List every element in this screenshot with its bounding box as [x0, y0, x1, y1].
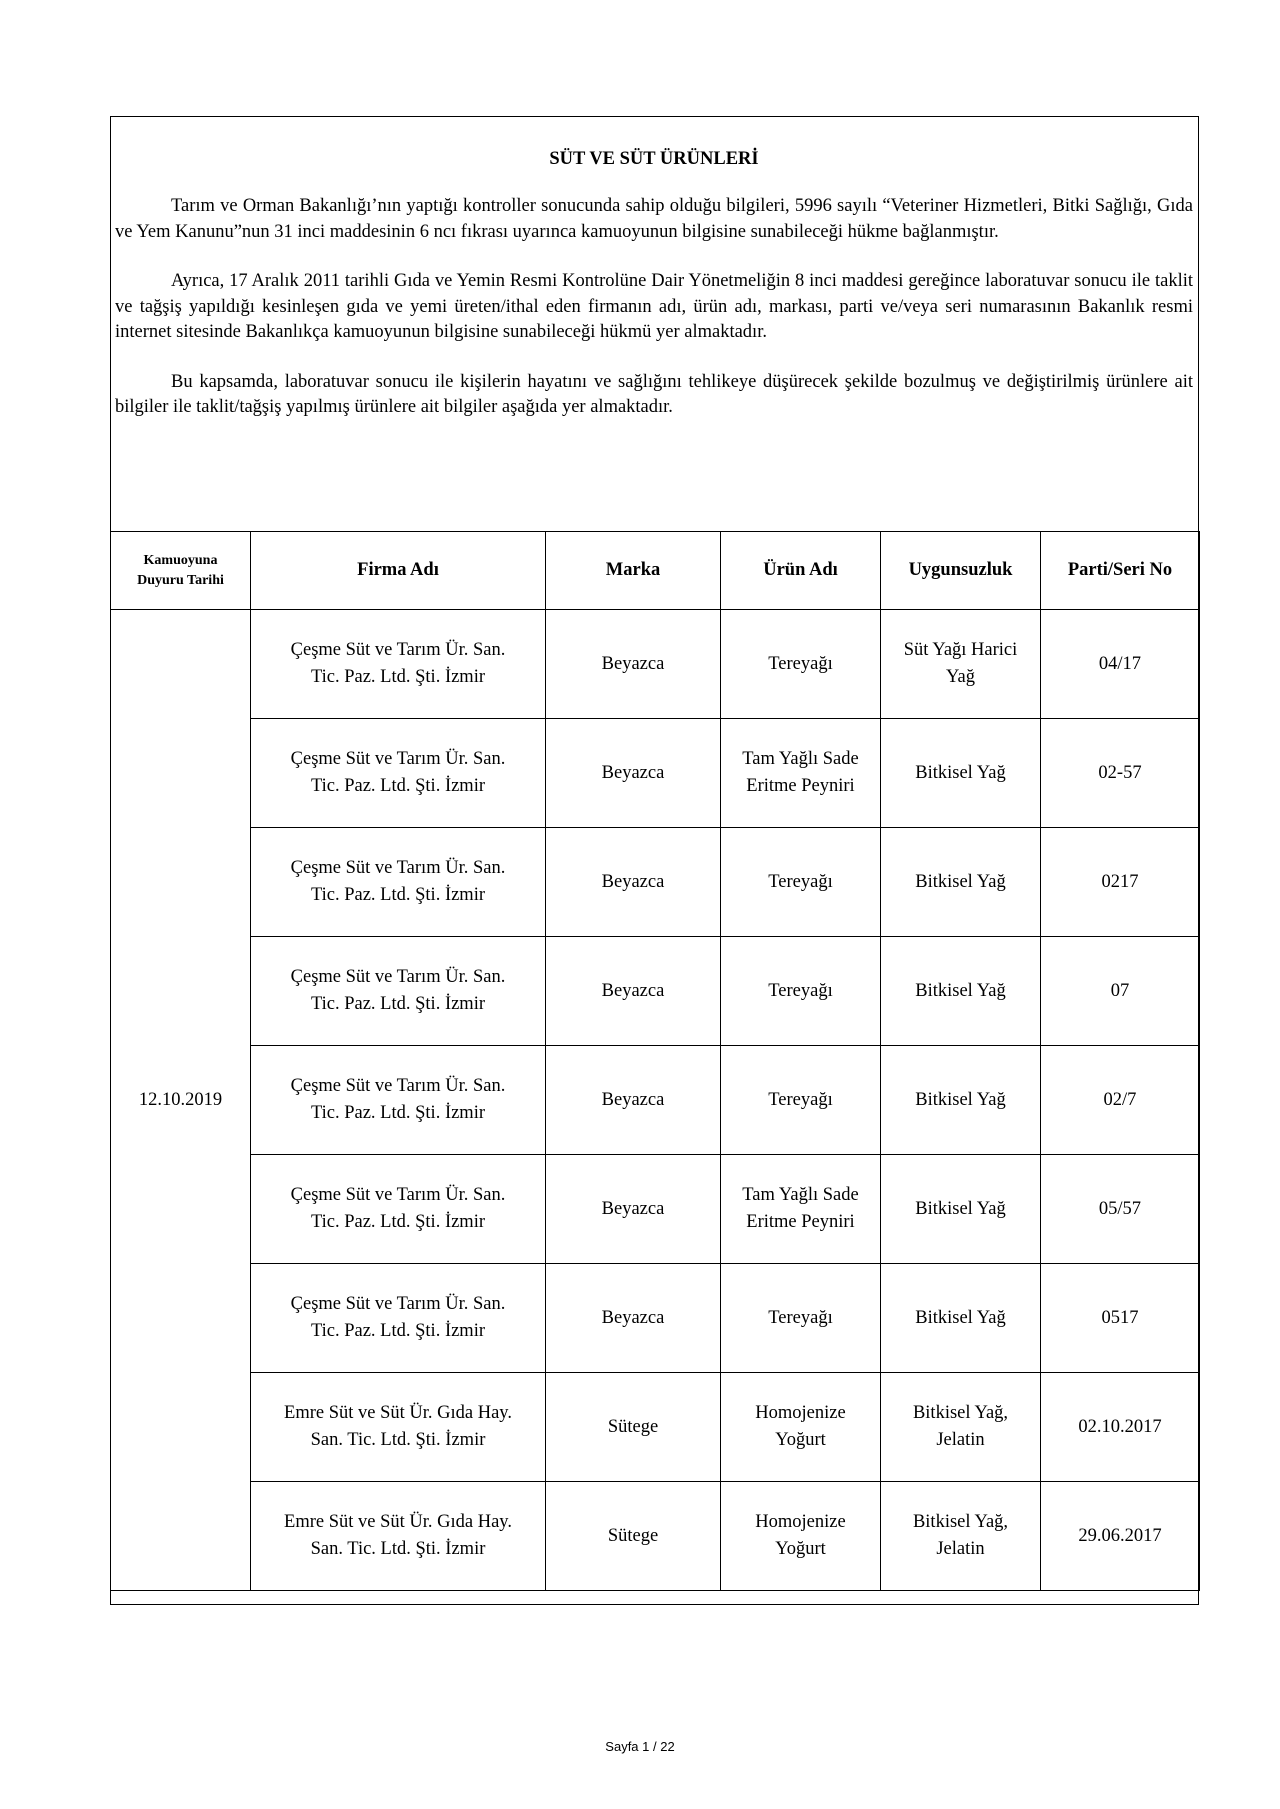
brand-cell: Beyazca — [546, 937, 721, 1046]
table-row — [111, 1046, 1200, 1155]
brand-cell: Sütege — [546, 1373, 721, 1482]
header-announcement-date — [111, 532, 251, 610]
document-frame — [110, 116, 1199, 1605]
nonconformity-cell — [881, 1046, 1041, 1155]
nonconformity-cell — [881, 1482, 1041, 1591]
company-cell — [251, 1373, 546, 1482]
page-footer: Sayfa 1 / 22 — [605, 1739, 675, 1754]
product-cell-line1: Tam Yağlı Sade — [742, 749, 859, 769]
brand-cell: Beyazca — [546, 1264, 721, 1373]
product-cell — [721, 1482, 881, 1591]
company-cell-line2: Tic. Paz. Ltd. Şti. İzmir — [310, 667, 486, 687]
nonconformity-cell-line1: Bitkisel Yağ — [915, 871, 1006, 892]
nonconformity-cell-line2: Jelatin — [936, 1430, 985, 1450]
nonconformity-cell-line1: Bitkisel Yağ, — [912, 1512, 1009, 1532]
nonconformity-cell-line1: Bitkisel Yağ — [915, 762, 1006, 783]
company-cell — [251, 1482, 546, 1591]
company-cell-line1: Çeşme Süt ve Tarım Ür. San. — [290, 1076, 506, 1096]
brand-cell: Beyazca — [546, 828, 721, 937]
table-row — [111, 1373, 1200, 1482]
company-cell-line1: Çeşme Süt ve Tarım Ür. San. — [290, 749, 506, 769]
paragraph-legal-basis: Tarım ve Orman Bakanlığı’nın yaptığı kontroller sonucunda sahip olduğu bilgileri, 5996 sayılı “Veteriner Hizmetleri, Bitki Sağlığı, Gıda ve Yem Kanunu”nun 31 inci maddesinin 6 ncı fıkrası uyarınca kamuoyunun bilgisine sunabileceği hükme bağlanmıştır. — [115, 196, 1193, 242]
nonconformity-cell — [881, 828, 1041, 937]
nonconformity-cell-line2: Jelatin — [936, 1539, 985, 1559]
batch-cell: 29.06.2017 — [1041, 1482, 1200, 1591]
table-row — [111, 1482, 1200, 1591]
product-cell-line2: Yoğurt — [775, 1539, 826, 1559]
nonconformity-cell — [881, 719, 1041, 828]
company-cell-line1: Çeşme Süt ve Tarım Ür. San. — [290, 1185, 506, 1205]
table-row — [111, 1155, 1200, 1264]
batch-cell: 02-57 — [1041, 719, 1200, 828]
company-cell-line1: Çeşme Süt ve Tarım Ür. San. — [290, 1294, 506, 1314]
batch-cell: 05/57 — [1041, 1155, 1200, 1264]
table-row — [111, 610, 1200, 719]
document-title: SÜT VE SÜT ÜRÜNLERİ — [549, 149, 759, 169]
product-cell — [721, 1373, 881, 1482]
brand-cell: Beyazca — [546, 1155, 721, 1264]
header-nonconformity: Uygunsuzluk — [881, 532, 1041, 610]
product-cell — [721, 1264, 881, 1373]
company-cell-line2: Tic. Paz. Ltd. Şti. İzmir — [310, 1103, 486, 1123]
announcement-date-cell: 12.10.2019 — [111, 610, 251, 1591]
product-cell-line2: Eritme Peyniri — [746, 1212, 855, 1232]
product-cell-line2: Yoğurt — [775, 1430, 826, 1450]
product-cell-line1: Tereyağı — [768, 871, 833, 892]
company-cell — [251, 937, 546, 1046]
header-product: Ürün Adı — [721, 532, 881, 610]
table-row — [111, 719, 1200, 828]
table-body — [111, 610, 1200, 1591]
header-brand: Marka — [546, 532, 721, 610]
product-cell-line1: Tereyağı — [768, 653, 833, 674]
nonconformity-cell-line1: Bitkisel Yağ — [915, 1089, 1006, 1110]
product-cell-line1: Tereyağı — [768, 980, 833, 1001]
company-cell-line2: San. Tic. Ltd. Şti. İzmir — [310, 1430, 486, 1450]
nonconformity-cell — [881, 937, 1041, 1046]
company-cell-line1: Çeşme Süt ve Tarım Ür. San. — [290, 640, 506, 660]
company-cell-line1: Emre Süt ve Süt Ür. Gıda Hay. — [284, 1512, 512, 1532]
batch-cell: 02/7 — [1041, 1046, 1200, 1155]
nonconformity-cell — [881, 610, 1041, 719]
company-cell — [251, 828, 546, 937]
product-cell-line1: Tereyağı — [768, 1089, 833, 1110]
header-batch: Parti/Seri No — [1041, 532, 1200, 610]
nonconformity-cell — [881, 1264, 1041, 1373]
company-cell-line1: Çeşme Süt ve Tarım Ür. San. — [290, 967, 506, 987]
nonconformity-cell-line2: Yağ — [946, 667, 975, 687]
brand-cell: Beyazca — [546, 719, 721, 828]
company-cell-line1: Çeşme Süt ve Tarım Ür. San. — [290, 858, 506, 878]
product-cell — [721, 1046, 881, 1155]
company-cell-line1: Emre Süt ve Süt Ür. Gıda Hay. — [284, 1403, 512, 1423]
company-cell-line2: Tic. Paz. Ltd. Şti. İzmir — [310, 1212, 486, 1232]
header-date-line1: Kamuoyuna — [143, 552, 218, 568]
company-cell-line2: Tic. Paz. Ltd. Şti. İzmir — [310, 776, 486, 796]
nonconformity-cell-line1: Bitkisel Yağ — [915, 1198, 1006, 1219]
product-cell — [721, 828, 881, 937]
company-cell — [251, 610, 546, 719]
paragraph-scope: Bu kapsamda, laboratuvar sonucu ile kişilerin hayatını ve sağlığını tehlikeye düşürecek şekilde bozulmuş ve değiştirilmiş ürünlere ait bilgiler ile taklit/tağşiş yapılmış ürünlere ait bilgiler aşağıda yer almaktadır. — [115, 371, 1193, 417]
batch-cell: 0217 — [1041, 828, 1200, 937]
header-company: Firma Adı — [251, 532, 546, 610]
brand-cell: Beyazca — [546, 610, 721, 719]
product-cell-line1: Homojenize — [755, 1403, 846, 1423]
nonconformity-cell-line1: Bitkisel Yağ — [915, 980, 1006, 1001]
batch-cell: 0517 — [1041, 1264, 1200, 1373]
company-cell-line2: San. Tic. Ltd. Şti. İzmir — [310, 1539, 486, 1559]
nonconformity-cell-line1: Bitkisel Yağ — [915, 1307, 1006, 1328]
recall-table — [110, 531, 1200, 1591]
table-row — [111, 937, 1200, 1046]
table-row — [111, 828, 1200, 937]
product-cell — [721, 610, 881, 719]
batch-cell: 07 — [1041, 937, 1200, 1046]
batch-cell: 02.10.2017 — [1041, 1373, 1200, 1482]
intro-section — [111, 117, 1198, 531]
brand-cell: Beyazca — [546, 1046, 721, 1155]
company-cell — [251, 719, 546, 828]
batch-cell: 04/17 — [1041, 610, 1200, 719]
nonconformity-cell — [881, 1155, 1041, 1264]
nonconformity-cell-line1: Bitkisel Yağ, — [912, 1403, 1009, 1423]
company-cell-line2: Tic. Paz. Ltd. Şti. İzmir — [310, 1321, 486, 1341]
company-cell — [251, 1155, 546, 1264]
table-header-row — [111, 532, 1200, 610]
nonconformity-cell-line1: Süt Yağı Harici — [903, 640, 1018, 660]
company-cell-line2: Tic. Paz. Ltd. Şti. İzmir — [310, 994, 486, 1014]
product-cell — [721, 719, 881, 828]
table-row — [111, 1264, 1200, 1373]
company-cell — [251, 1264, 546, 1373]
nonconformity-cell — [881, 1373, 1041, 1482]
company-cell — [251, 1046, 546, 1155]
product-cell-line2: Eritme Peyniri — [746, 776, 855, 796]
product-cell-line1: Homojenize — [755, 1512, 846, 1532]
header-date-line2: Duyuru Tarihi — [137, 572, 224, 588]
company-cell-line2: Tic. Paz. Ltd. Şti. İzmir — [310, 885, 486, 905]
brand-cell: Sütege — [546, 1482, 721, 1591]
product-cell — [721, 937, 881, 1046]
product-cell-line1: Tereyağı — [768, 1307, 833, 1328]
paragraph-regulation: Ayrıca, 17 Aralık 2011 tarihli Gıda ve Yemin Resmi Kontrolüne Dair Yönetmeliğin 8 inci maddesi gereğince laboratuvar sonucu ile taklit ve tağşiş yapıldığı kesinleşen gıda ve yemi üreten/ithal eden firmanın adı, ürün adı, markası, parti ve/veya seri numarasının Bakanlık resmi internet sitesinde Bakanlıkça kamuoyunun bilgisine sunabileceği hükmü yer almaktadır. — [115, 271, 1193, 342]
product-cell-line1: Tam Yağlı Sade — [742, 1185, 859, 1205]
product-cell — [721, 1155, 881, 1264]
